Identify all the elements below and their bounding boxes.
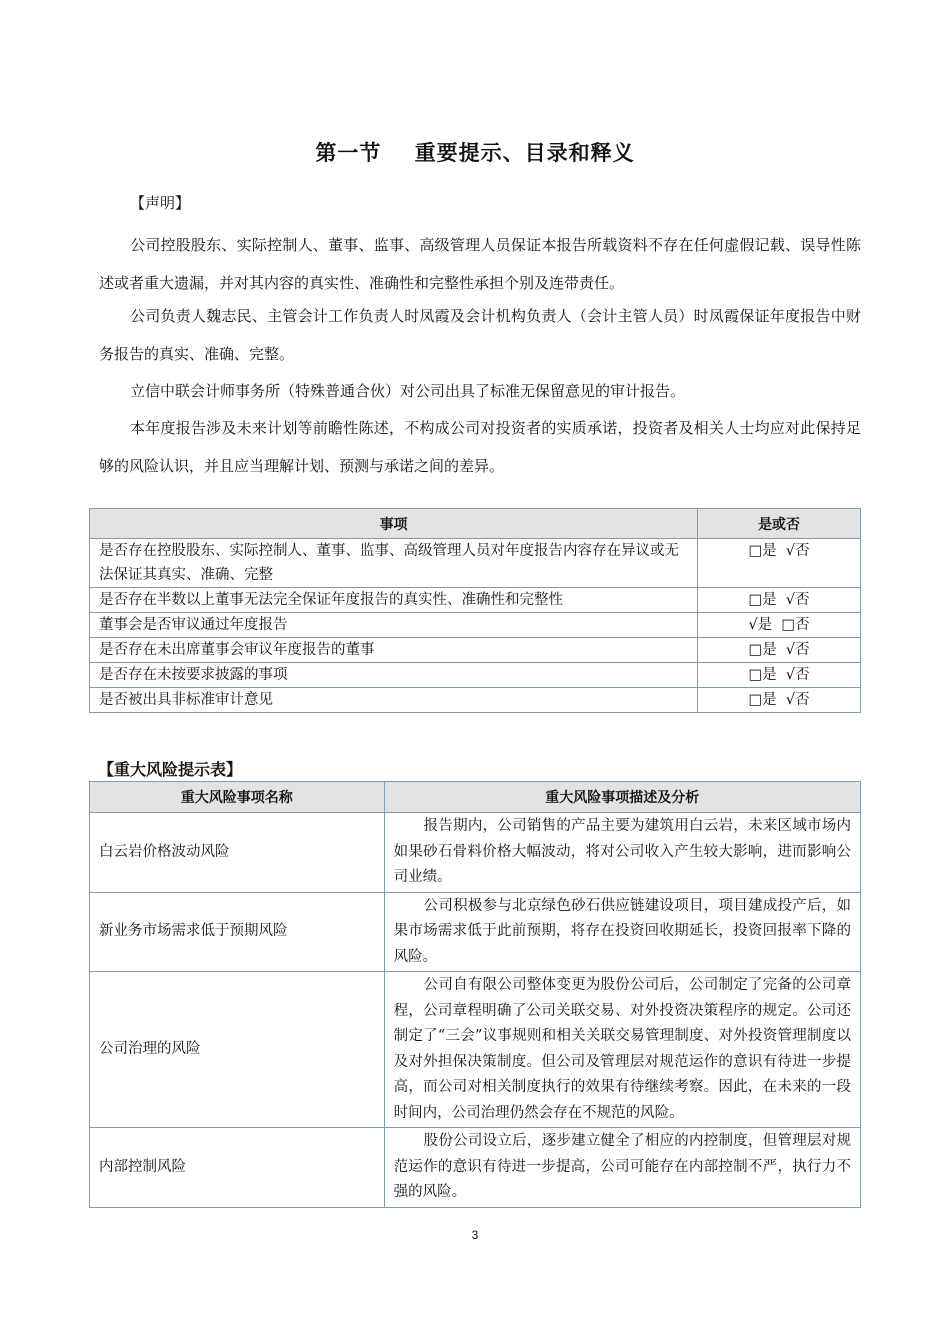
matter-item: 董事会是否审议通过年度报告: [90, 613, 698, 638]
statement-paragraph: 本年度报告涉及未来计划等前瞻性陈述，不构成公司对投资者的实质承诺，投资者及相关人士均应对此保持足够的风险认识，并且应当理解计划、预测与承诺之间的差异。: [99, 419, 861, 475]
matters-table: [89, 508, 861, 713]
risk-description: 股份公司设立后，逐步建立健全了相应的内控制度，但管理层对规范运作的意识有待进一步提高，公司可能存在内部控制不严，执行力不强的风险。: [384, 1128, 860, 1208]
table-header-row: [90, 782, 861, 813]
risk-name: 新业务市场需求低于预期风险: [90, 892, 385, 972]
matter-item: 是否被出具非标准审计意见: [90, 688, 698, 713]
matter-answer: □是 √否: [698, 638, 861, 663]
risk-name: 内部控制风险: [90, 1128, 385, 1208]
table-row: [90, 892, 861, 972]
matter-item: 是否存在未按要求披露的事项: [90, 663, 698, 688]
table-row: [90, 972, 861, 1128]
column-header: 重大风险事项名称: [90, 782, 385, 813]
table-row: [90, 1128, 861, 1208]
table-row: [90, 663, 861, 688]
matter-answer: □是 √否: [698, 663, 861, 688]
matter-item: 是否存在半数以上董事无法完全保证年度报告的真实性、准确性和完整性: [90, 588, 698, 613]
matter-answer: □是 √否: [698, 588, 861, 613]
table-row: [90, 588, 861, 613]
statement-heading: 【声明】: [130, 194, 191, 212]
page-number: 3: [471, 1228, 479, 1242]
matter-item: 是否存在未出席董事会审议年度报告的董事: [90, 638, 698, 663]
table-row: [90, 613, 861, 638]
statement-paragraph: 公司负责人魏志民、主管会计工作负责人时凤霞及会计机构负责人（会计主管人员）时凤霞保证年度报告中财务报告的真实、准确、完整。: [99, 307, 861, 363]
risk-name: 白云岩价格波动风险: [90, 813, 385, 893]
table-header-row: [90, 509, 861, 539]
column-header: 重大风险事项描述及分析: [384, 782, 860, 813]
statement-paragraph: 立信中联会计师事务所（特殊普通合伙）对公司出具了标准无保留意见的审计报告。: [130, 382, 686, 400]
column-header: 事项: [90, 509, 698, 539]
risk-table-heading: 【重大风险提示表】: [98, 760, 243, 779]
table-row: [90, 688, 861, 713]
column-header: 是或否: [698, 509, 861, 539]
table-row: [90, 813, 861, 893]
statement-paragraph: 公司控股股东、实际控制人、董事、监事、高级管理人员保证本报告所载资料不存在任何虚假记载、误导性陈述或者重大遗漏，并对其内容的真实性、准确性和完整性承担个别及连带责任。: [99, 236, 861, 292]
matter-answer: □是 √否: [698, 688, 861, 713]
risk-table: [89, 781, 861, 1208]
matter-item: 是否存在控股股东、实际控制人、董事、监事、高级管理人员对年度报告内容存在异议或无法保证其真实、准确、完整: [90, 539, 698, 588]
table-row: [90, 539, 861, 588]
matter-answer: √是 □否: [698, 613, 861, 638]
table-row: [90, 638, 861, 663]
section-title: 第一节 重要提示、目录和释义: [315, 141, 635, 165]
risk-name: 公司治理的风险: [90, 972, 385, 1128]
risk-description: 报告期内，公司销售的产品主要为建筑用白云岩，未来区域市场内如果砂石骨料价格大幅波动，将对公司收入产生较大影响，进而影响公司业绩。: [384, 813, 860, 893]
risk-description: 公司积极参与北京绿色砂石供应链建设项目，项目建成投产后，如果市场需求低于此前预期，将存在投资回收期延长，投资回报率下降的风险。: [384, 892, 860, 972]
matter-answer: □是 √否: [698, 539, 861, 588]
risk-description: 公司自有限公司整体变更为股份公司后，公司制定了完备的公司章程，公司章程明确了公司关联交易、对外投资决策程序的规定。公司还制定了“三会”议事规则和相关关联交易管理制度、对外投资管理制度以及对外担保决策制度。但公司及管理层对规范运作的意识有待进一步提高，而公司对相关制度执行的效果有待继续考察。因此，在未来的一段时间内，公司治理仍然会存在不规范的风险。: [384, 972, 860, 1128]
